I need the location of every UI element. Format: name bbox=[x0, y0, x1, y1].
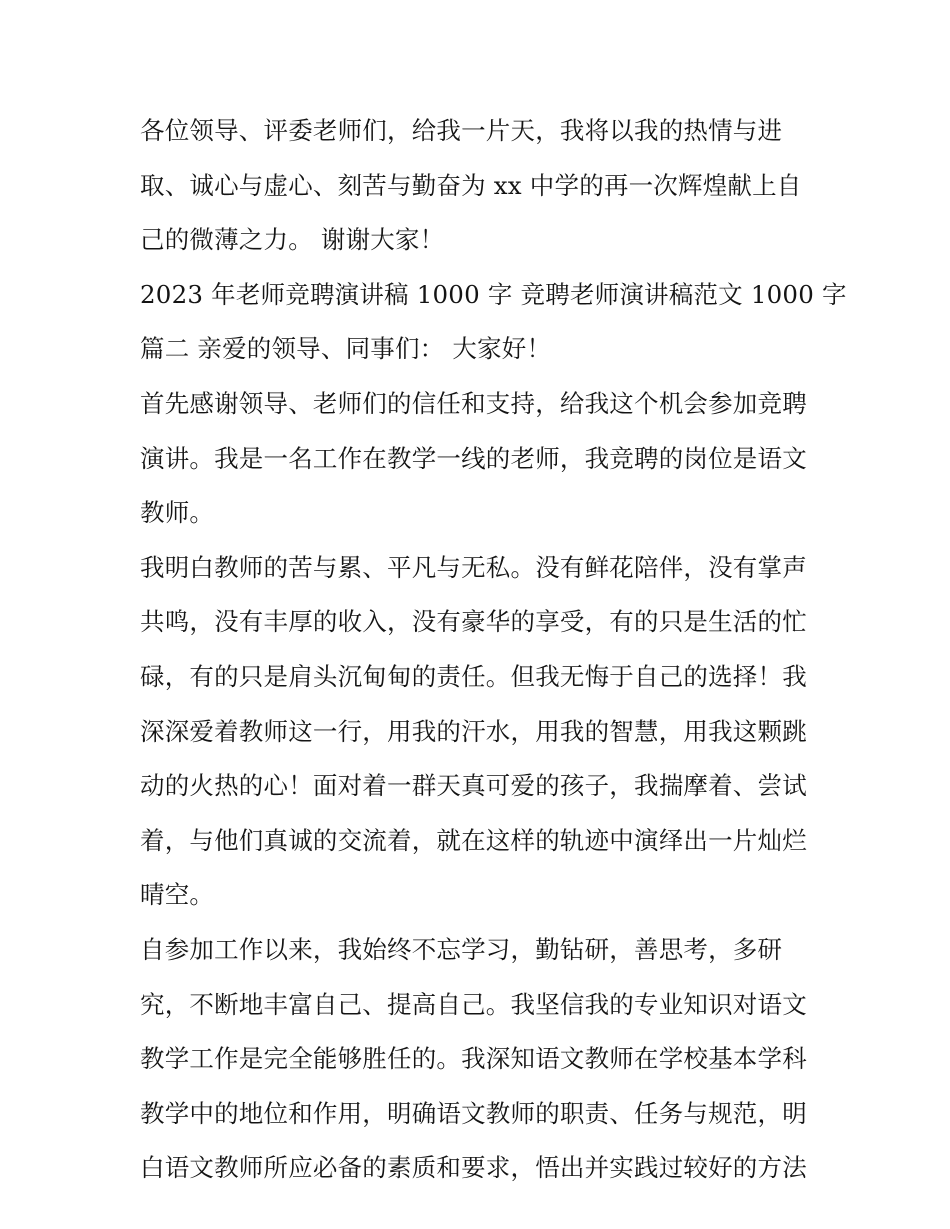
text-line: 自参加工作以来，我始终不忘学习，勤钻研，善思考，多研 bbox=[140, 934, 783, 964]
text-line: 教学中的地位和作用，明确语文教师的职责、任务与规范，明 bbox=[140, 1098, 807, 1128]
text-line: 究，不断地丰富自己、提高自己。我坚信我的专业知识对语文 bbox=[140, 989, 807, 1019]
text-line: 白语文教师所应必备的素质和要求，悟出并实践过较好的方法 bbox=[140, 1153, 807, 1183]
text-line: 教师。 bbox=[140, 498, 215, 528]
text-line: 取、诚心与虚心、刻苦与勤奋为 xx 中学的再一次辉煌献上自 bbox=[140, 170, 802, 200]
text-line: 共鸣，没有丰厚的收入，没有豪华的享受，有的只是生活的忙 bbox=[140, 607, 807, 637]
text-line: 篇二 亲爱的领导、同事们： 大家好！ bbox=[140, 334, 552, 364]
text-line: 晴空。 bbox=[140, 880, 215, 910]
text-line: 碌，有的只是肩头沉甸甸的责任。但我无悔于自己的选择！我 bbox=[140, 661, 807, 691]
text-line: 各位领导、评委老师们，给我一片天，我将以我的热情与进 bbox=[140, 116, 783, 145]
text-line: 教学工作是完全能够胜任的。我深知语文教师在学校基本学科 bbox=[140, 1044, 807, 1074]
text-line: 演讲。我是一名工作在教学一线的老师，我竞聘的岗位是语文 bbox=[140, 443, 807, 473]
section-heading: 2023 年老师竞聘演讲稿 1000 字 竞聘老师演讲稿范文 1000 字 bbox=[140, 279, 847, 309]
text-line: 己的微薄之力。 谢谢大家！ bbox=[140, 225, 445, 255]
text-line: 我明白教师的苦与累、平凡与无私。没有鲜花陪伴，没有掌声 bbox=[140, 552, 807, 582]
text-line: 着，与他们真诚的交流着，就在这样的轨迹中演绎出一片灿烂 bbox=[140, 825, 807, 855]
text-line: 动的火热的心！面对着一群天真可爱的孩子，我揣摩着、尝试 bbox=[140, 771, 807, 801]
text-line: 深深爱着教师这一行，用我的汗水，用我的智慧，用我这颗跳 bbox=[140, 716, 807, 746]
text-line: 首先感谢领导、老师们的信任和支持，给我这个机会参加竞聘 bbox=[140, 388, 807, 418]
document-body bbox=[140, 108, 847, 1200]
